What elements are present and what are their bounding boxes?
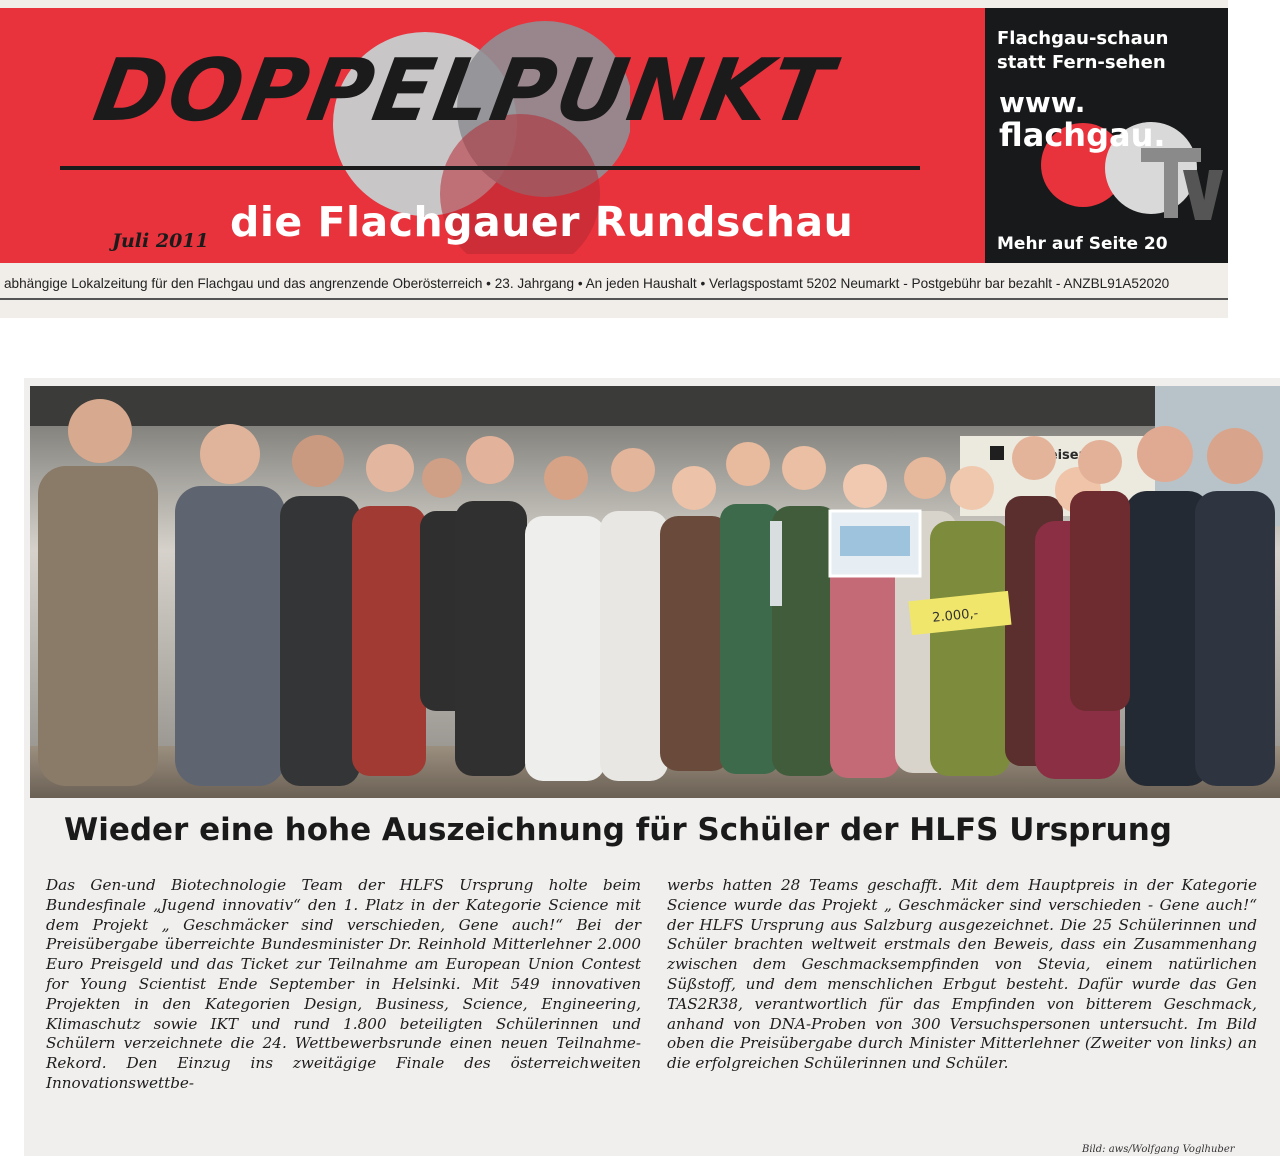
newspaper-article (24, 378, 1280, 1156)
article-headline: Wieder eine hohe Auszeichnung für Schüler der HLFS Ursprung (64, 812, 1172, 848)
promo-url-domain: flachgau. (999, 116, 1166, 154)
article-body-column-right: werbs hatten 28 Teams geschafft. Mit dem Hauptpreis in der Kategorie Science wurde das Projekt „ Geschmäcker sind verschieden - Gene auch!“ der HLFS Ursprung aus Salzburg ausgezeichnet. Die 25 Schülerinnen und Schüler brachten weltweit erstmals den Beweis, dass ein Zusammenhang zwischen dem Geschmacksempfinden von Stevia, einem natürlichen Süßstoff, und dem menschlichen Erbgut besteht. Dafür wurde das Gen TAS2R38, verantwortlich für das Empfinden von bitterem Geschmack, anhand von DNA-Proben von 300 Versuchspersonen untersucht. Im Bild oben die Preisübergabe durch Minister Mitterlehner (Zweiter von links) an die erfolgreichen Schülerinnen und Schüler. (667, 876, 1257, 1073)
promo-page-reference: Mehr auf Seite 20 (997, 234, 1168, 254)
photo-credit: Bild: aws/Wolfgang Voglhuber (1082, 1144, 1235, 1155)
promo-url-www: www. (999, 86, 1086, 119)
award-group-photo (30, 386, 1280, 798)
newspaper-logo: DOPPELPUNKT (87, 41, 842, 141)
issue-date: Juli 2011 (112, 230, 209, 252)
publication-info-line: abhängige Lokalzeitung für den Flachgau und das angrenzende Oberösterreich • 23. Jahrgang • An jeden Haushalt • Verlagspostamt 5202 Neumarkt - Postgebühr bar bezahlt - ANZBL91A52020 (4, 276, 1170, 291)
newspaper-masthead (0, 0, 1228, 318)
flachgau-tv-promo-box (985, 8, 1228, 263)
prize-check-text: 2.000,- (931, 606, 979, 626)
masthead-bottom-rule (0, 298, 1228, 300)
masthead-rule (60, 166, 920, 170)
masthead-red-band (0, 8, 985, 263)
newspaper-subtitle: die Flachgauer Rundschau (230, 198, 854, 246)
group-photo-illustration (30, 386, 1280, 798)
promo-slogan: Flachgau-schaun (997, 28, 1169, 49)
promo-slogan: statt Fern-sehen (997, 52, 1166, 73)
article-body-column-left: Das Gen-und Biotechnologie Team der HLFS Ursprung holte beim Bundesfinale „Jugend innovativ“ den 1. Platz in der Kategorie Science mit dem Projekt „ Geschmäcker sind verschieden, Gene auch!“ Bei der Preisübergabe überreichte Bundesminister Dr. Reinhold Mitterlehner 2.000 Euro Preisgeld und das Ticket zur Teilnahme am European Union Contest for Young Scientist Ende September in Helsinki. Mit 549 innovativen Projekten in den Kategorien Design, Business, Science, Engineering, Klimaschutz sowie IKT und rund 1.800 beteiligten Schülerinnen und Schülern verzeichnete die 24. Wettbewerbsrunde einen neuen Teilnahme-Rekord. Den Einzug ins zweitägige Finale des österreichweiten Innovationswettbe- (46, 876, 641, 1092)
